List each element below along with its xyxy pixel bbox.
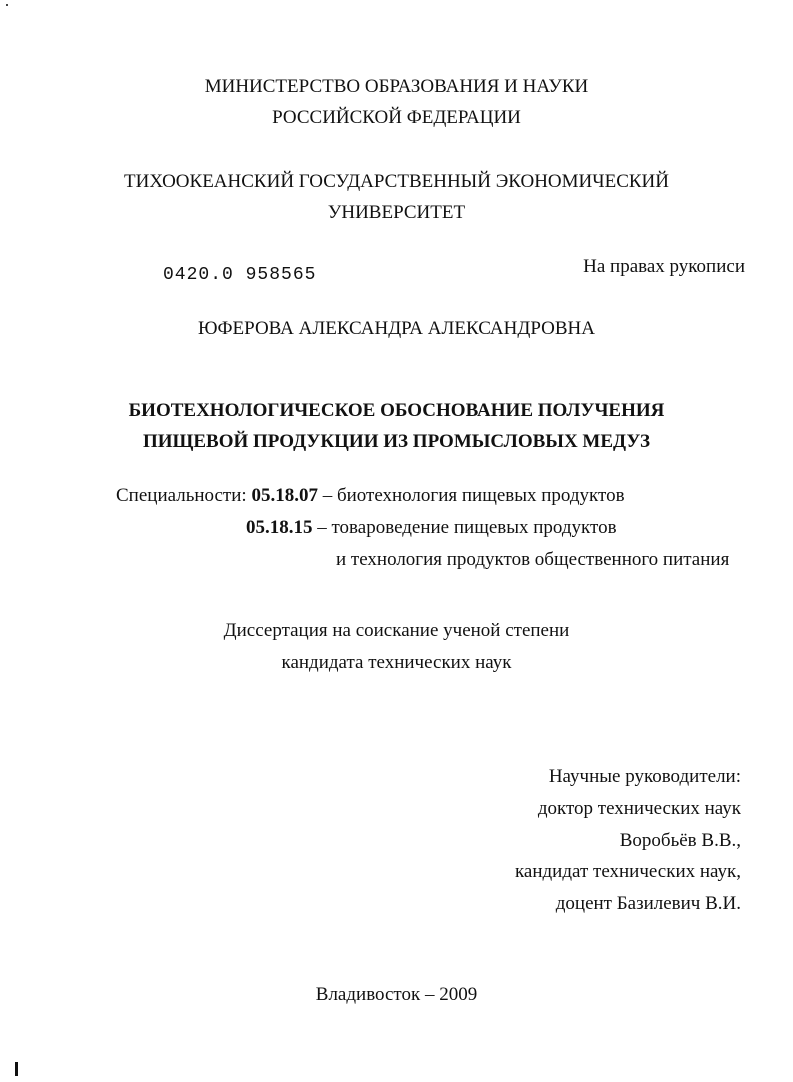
university-line-1: ТИХООКЕАНСКИЙ ГОСУДАРСТВЕННЫЙ ЭКОНОМИЧЕСКИЙ [124, 171, 669, 192]
specialty-code-1: 05.18.07 [251, 485, 318, 506]
advisors-heading: Научные руководители: [548, 766, 741, 787]
specialty-row-2 [246, 518, 617, 537]
specialty-text-2: – товароведение пищевых продуктов [317, 517, 617, 538]
advisor-line-1: доктор технических наук [537, 798, 741, 819]
city-year: Владивосток – 2009 [315, 984, 478, 1005]
specialty-text-1: – биотехнология пищевых продуктов [322, 485, 625, 506]
dissertation-line-2: кандидата технических наук [281, 652, 512, 673]
dissertation-line-1: Диссертация на соискание ученой степени [223, 620, 570, 641]
advisor-line-3: кандидат технических наук, [514, 861, 741, 882]
university-line-2: УНИВЕРСИТЕТ [327, 202, 466, 223]
manuscript-note: На правах рукописи [583, 256, 745, 277]
specialty-code-2: 05.18.15 [246, 517, 313, 538]
ministry-line-2: РОССИЙСКОЙ ФЕДЕРАЦИИ [272, 107, 521, 128]
scan-speck [6, 4, 8, 6]
ministry-line-1: МИНИСТЕРСТВО ОБРАЗОВАНИЯ И НАУКИ [204, 76, 589, 97]
author-name: ЮФЕРОВА АЛЕКСАНДРА АЛЕКСАНДРОВНА [198, 318, 595, 339]
title-line-2: ПИЩЕВОЙ ПРОДУКЦИИ ИЗ ПРОМЫСЛОВЫХ МЕДУЗ [142, 431, 651, 452]
scan-edge-mark [15, 1062, 18, 1076]
advisor-line-2: Воробьёв В.В., [619, 830, 741, 851]
specialty-continuation: и технология продуктов общественного питания [336, 549, 730, 570]
advisor-line-4: доцент Базилевич В.И. [555, 893, 741, 914]
archive-stamp-number: 0420.0 958565 [163, 265, 317, 285]
specialties-label: Специальности: [116, 485, 247, 506]
specialty-row-1 [116, 486, 625, 505]
title-line-1: БИОТЕХНОЛОГИЧЕСКОЕ ОБОСНОВАНИЕ ПОЛУЧЕНИЯ [128, 400, 665, 421]
